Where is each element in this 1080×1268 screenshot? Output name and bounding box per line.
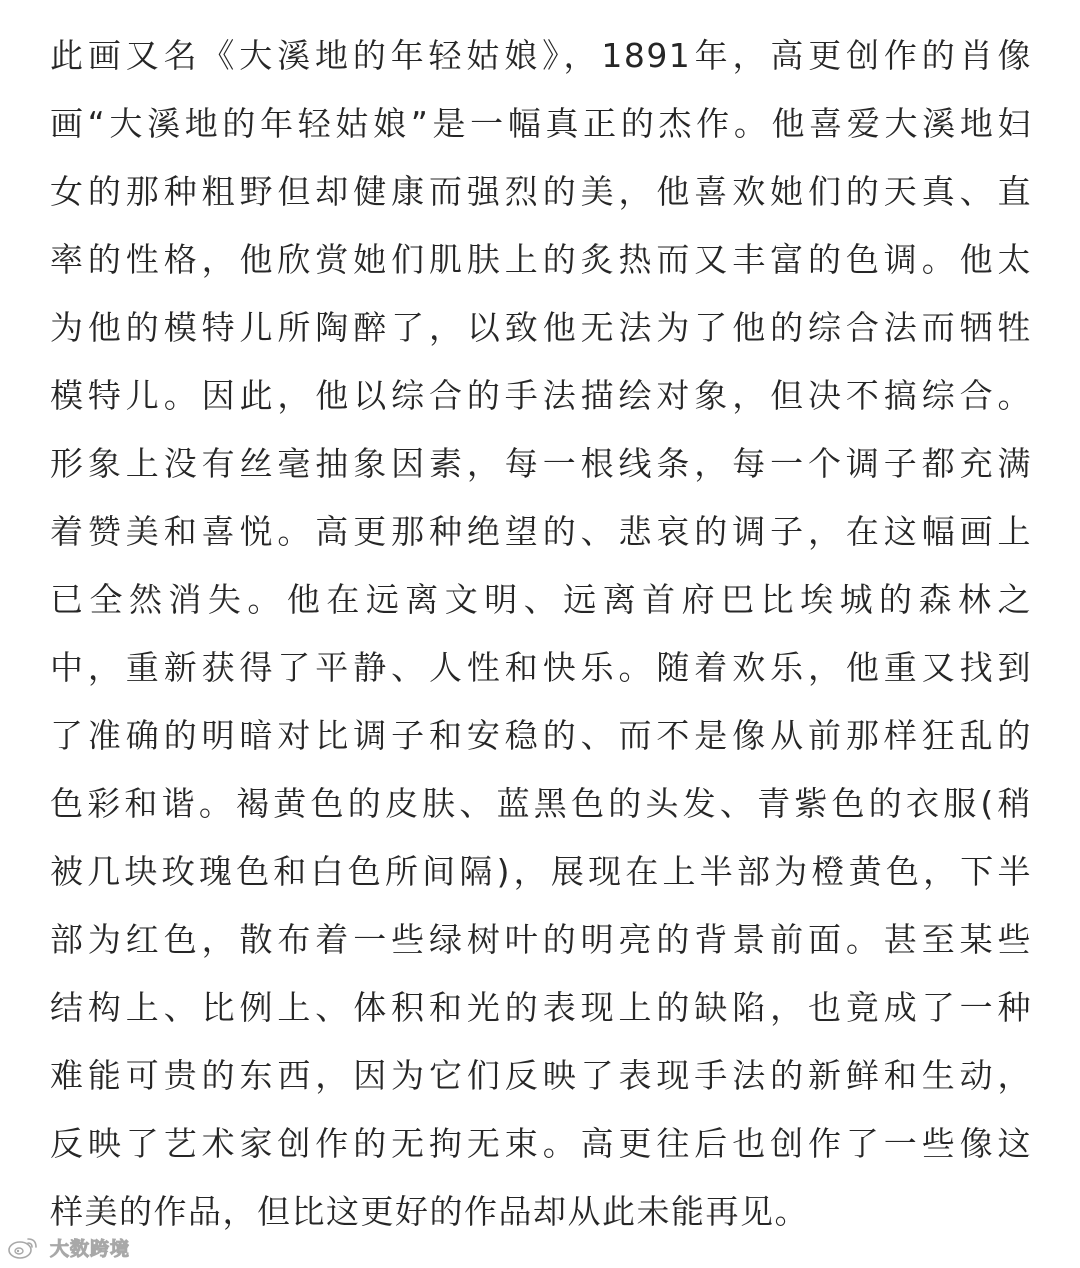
- text-line-10: 中，重新获得了平静、人性和快乐。随着欢乐，他重又找到: [50, 648, 1032, 687]
- text-line-7: 形象上没有丝毫抽象因素，每一根线条，每一个调子都充满: [50, 444, 1032, 483]
- watermark: [6, 1232, 130, 1262]
- text-line-2: 画“大溪地的年轻姑娘”是一幅真正的杰作。他喜爱大溪地妇: [50, 104, 1032, 143]
- text-line-18: 样美的作品，但比这更好的作品却从此未能再见。: [50, 1192, 809, 1231]
- text-line-14: 部为红色，散布着一些绿树叶的明亮的背景前面。甚至某些: [50, 920, 1032, 959]
- weibo-logo-icon: [6, 1234, 46, 1260]
- text-line-5: 为他的模特儿所陶醉了，以致他无法为了他的综合法而牺牲: [50, 308, 1032, 347]
- text-line-6: 模特儿。因此，他以综合的手法描绘对象，但决不搞综合。: [50, 376, 1032, 415]
- text-line-3: 女的那种粗野但却健康而强烈的美，他喜欢她们的天真、直: [50, 172, 1032, 211]
- text-line-4: 率的性格，他欣赏她们肌肤上的炙热而又丰富的色调。他太: [50, 240, 1032, 279]
- text-line-1: 此画又名《大溪地的年轻姑娘》，1891年，高更创作的肖像: [50, 36, 1032, 75]
- text-line-8: 着赞美和喜悦。高更那种绝望的、悲哀的调子，在这幅画上: [50, 512, 1032, 551]
- text-line-16: 难能可贵的东西，因为它们反映了表现手法的新鲜和生动，: [50, 1056, 1032, 1095]
- text-line-11: 了准确的明暗对比调子和安稳的、而不是像从前那样狂乱的: [50, 716, 1032, 755]
- text-line-15: 结构上、比例上、体积和光的表现上的缺陷，也竟成了一种: [50, 988, 1032, 1027]
- article-body: [50, 22, 1032, 1246]
- text-line-9: 已全然消失。他在远离文明、远离首府巴比埃城的森林之: [50, 580, 1032, 619]
- text-line-17: 反映了艺术家创作的无拘无束。高更往后也创作了一些像这: [50, 1124, 1032, 1163]
- watermark-text: 大数跨境: [50, 1237, 131, 1260]
- text-line-12: 色彩和谐。褐黄色的皮肤、蓝黑色的头发、青紫色的衣服(稍: [50, 784, 1032, 823]
- text-line-13: 被几块玫瑰色和白色所间隔)，展现在上半部为橙黄色，下半: [50, 852, 1032, 891]
